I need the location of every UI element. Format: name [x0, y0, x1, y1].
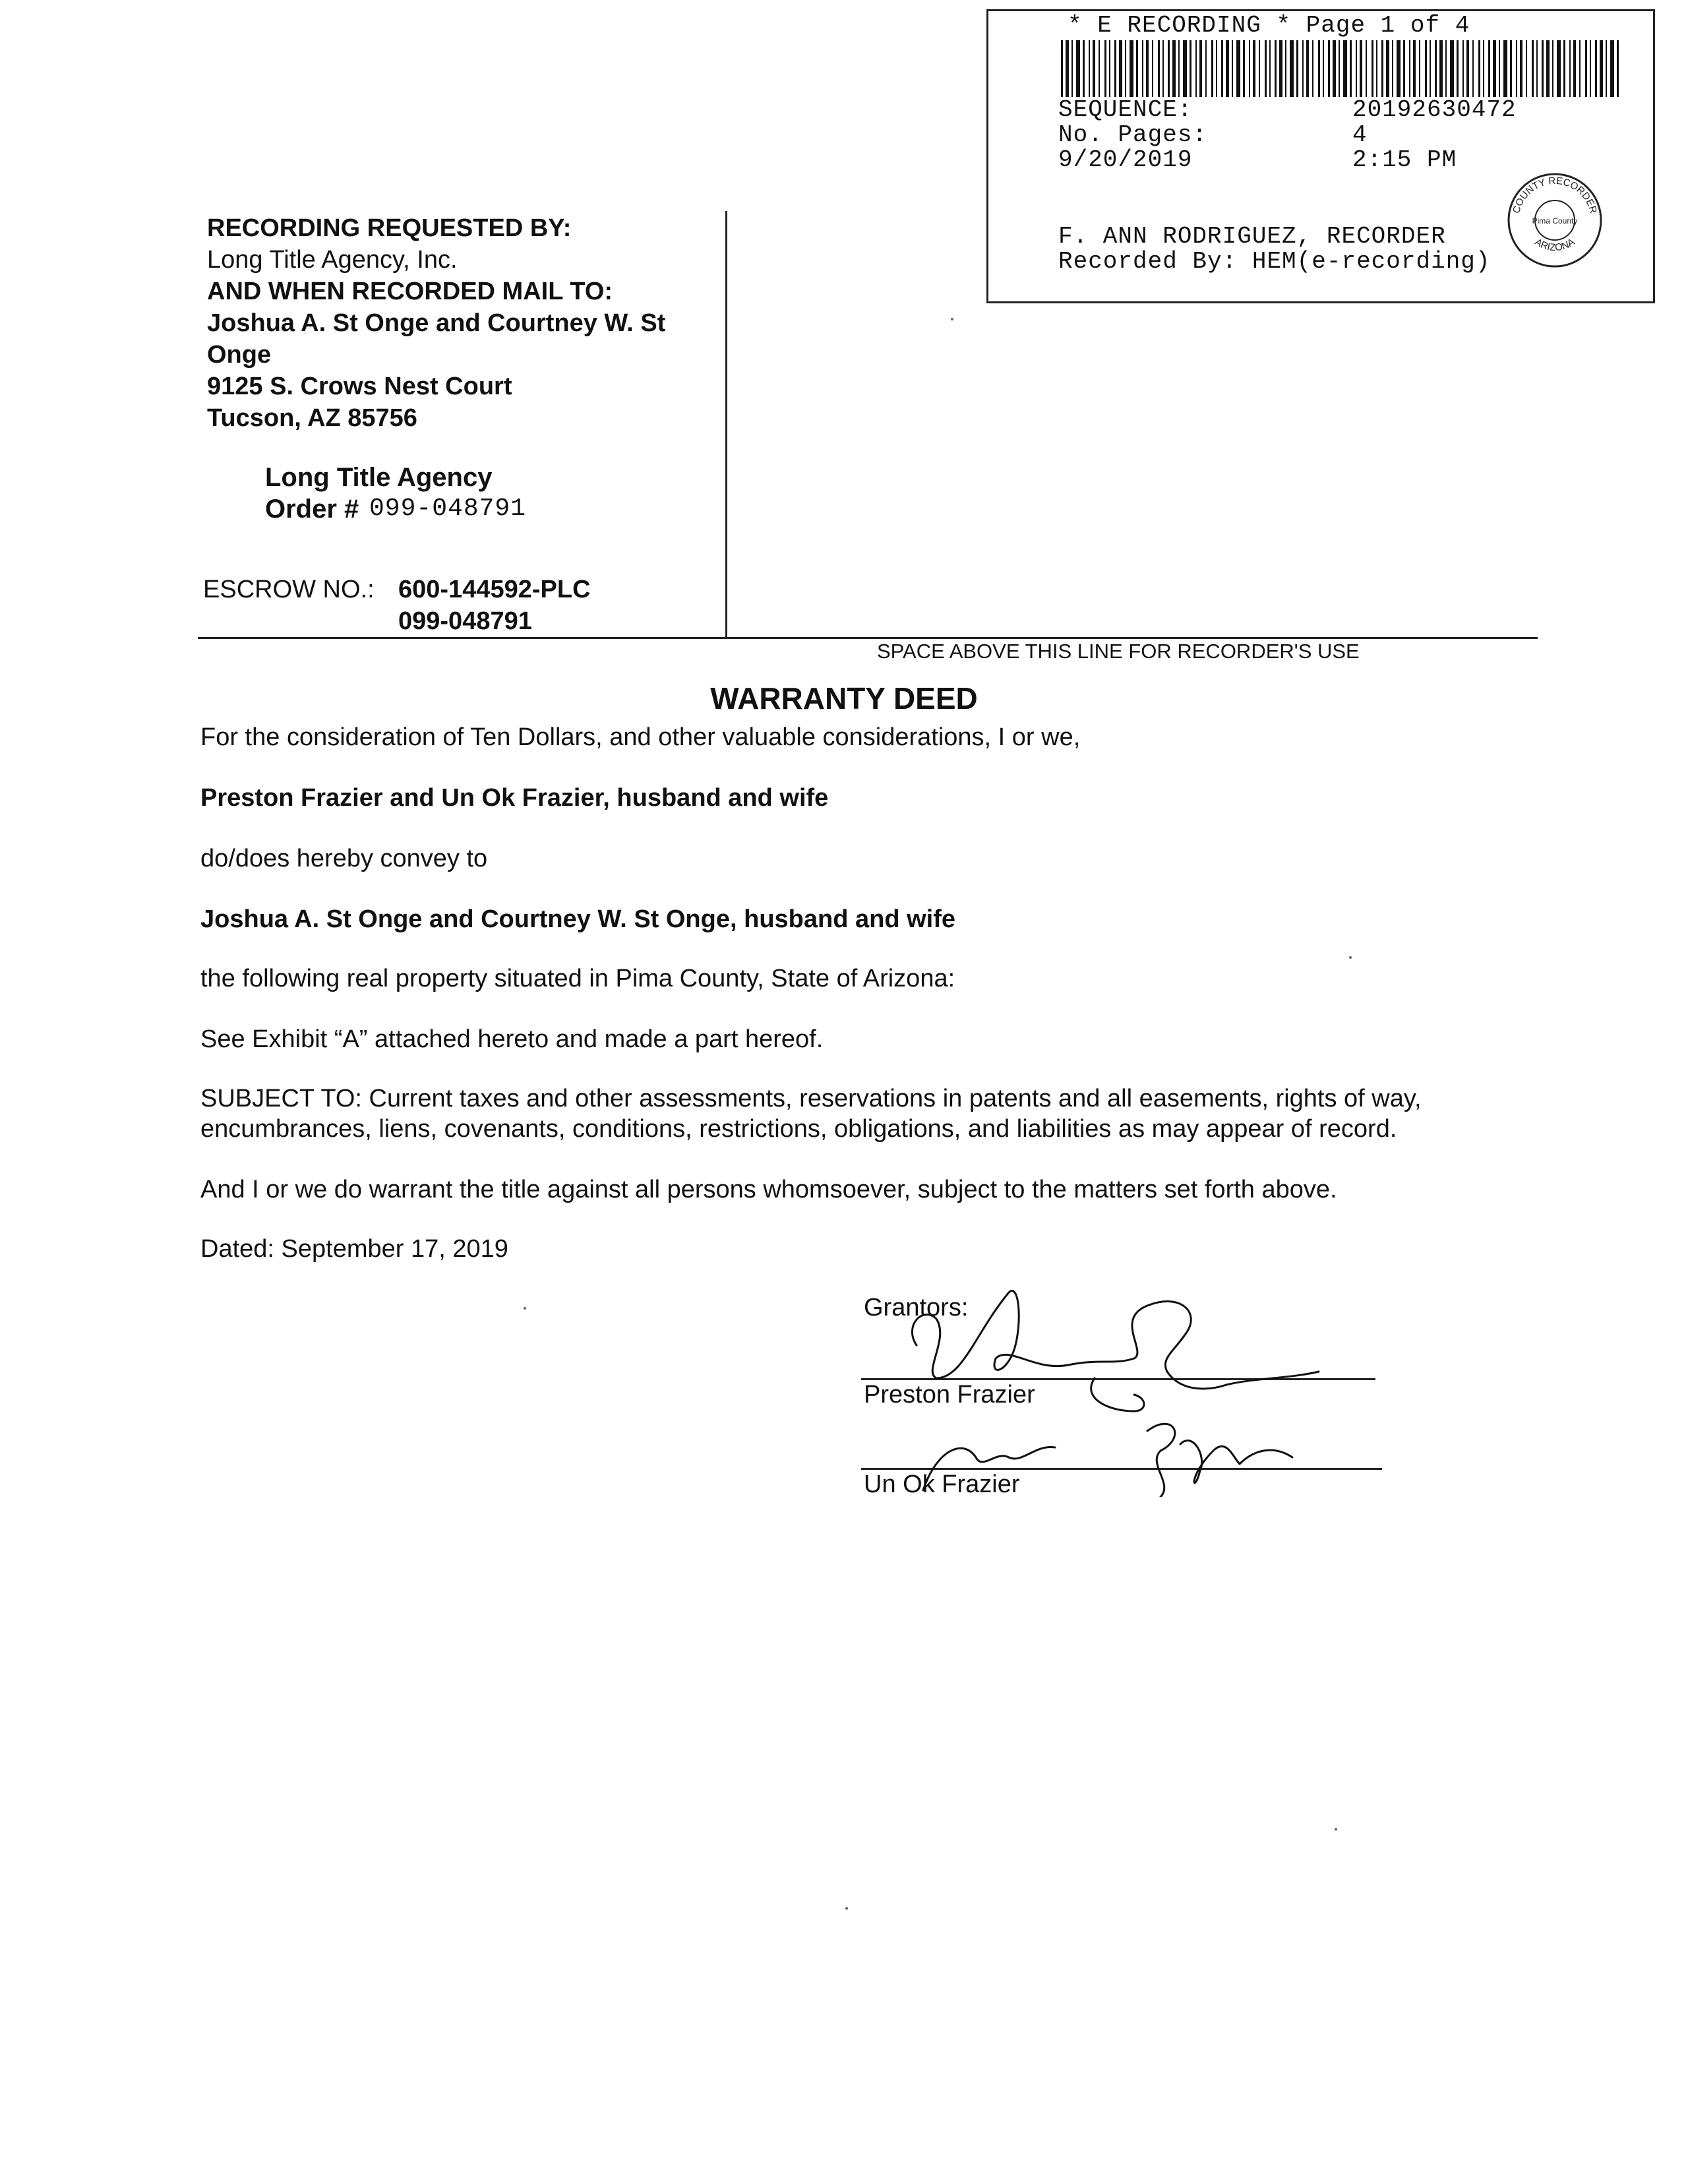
barcode-bar: [1546, 40, 1550, 97]
barcode-bar: [1285, 40, 1286, 97]
barcode-bar: [1606, 40, 1607, 97]
barcode-bar: [1409, 40, 1410, 97]
barcode-bar: [1076, 40, 1080, 97]
signature-preston-loop: [1091, 1378, 1144, 1411]
barcode-bar: [1269, 40, 1271, 97]
barcode-bar: [1595, 40, 1597, 97]
barcode-bar: [1249, 40, 1250, 97]
exhibit-text: See Exhibit “A” attached hereto and made a part hereof.: [200, 1025, 824, 1053]
barcode-bar: [1146, 40, 1149, 97]
barcode-bar: [1573, 40, 1576, 97]
subject-to-line2: encumbrances, liens, covenants, conditions, restrictions, obligations, and liabilities as may appear of record.: [200, 1115, 1397, 1143]
barcode-bar: [1381, 40, 1383, 97]
barcode-bar: [1296, 40, 1298, 97]
barcode-bar: [1472, 40, 1474, 97]
barcode-bar: [1205, 40, 1207, 97]
scan-speck: [524, 1307, 526, 1310]
barcode-bar: [1435, 40, 1437, 97]
barcode-bar: [1259, 40, 1260, 97]
barcode-bar: [1195, 40, 1197, 97]
signature-preston: [912, 1290, 1319, 1389]
barcode-bar: [1510, 40, 1512, 97]
subject-to-line1: SUBJECT TO: Current taxes and other assessments, reservations in patents and all easements, rights of way,: [200, 1085, 1422, 1112]
recorded-by: Recorded By: HEM(e-recording): [1058, 248, 1491, 275]
barcode-bar: [1590, 40, 1591, 97]
deed-title: WARRANTY DEED: [710, 681, 978, 715]
seal-bottom-text: ARIZONA: [1532, 236, 1577, 254]
barcode-bar: [1226, 40, 1229, 97]
barcode-bar: [1339, 40, 1340, 97]
barcode-bar: [1536, 40, 1538, 97]
barcode-bar: [1099, 40, 1100, 97]
barcode-bar: [1211, 40, 1213, 97]
barcode-bar: [1356, 40, 1357, 97]
barcode-bar: [1425, 40, 1427, 97]
barcode-bar: [1483, 40, 1484, 97]
barcode-bar: [1136, 40, 1138, 97]
stamp-header: * E RECORDING * Page 1 of 4: [1068, 12, 1470, 39]
barcode-bar: [1199, 40, 1202, 97]
grantors-names: Preston Frazier and Un Ok Frazier, husband and wife: [200, 784, 829, 812]
barcode-bar: [1403, 40, 1405, 97]
barcode-bar: [1376, 40, 1377, 97]
barcode-bar: [1178, 40, 1180, 97]
barcode-bar: [1066, 40, 1069, 97]
barcode-bar: [1221, 40, 1223, 97]
barcode-bar: [1216, 40, 1217, 97]
barcode-bar: [1318, 40, 1320, 97]
barcode-bar: [1413, 40, 1416, 97]
scan-speck: [951, 318, 953, 320]
barcode-bar: [1290, 40, 1294, 97]
mail-address2: Tucson, AZ 85756: [207, 404, 417, 432]
escrow-value2: 099-048791: [398, 607, 532, 635]
barcode-bar: [1093, 40, 1095, 97]
barcode-bar: [1557, 40, 1561, 97]
barcode-bar: [1462, 40, 1464, 97]
barcode-bar: [1532, 40, 1534, 97]
barcode-bar: [1360, 40, 1362, 97]
barcode-bar: [1600, 40, 1603, 97]
barcode-bar: [1493, 40, 1496, 97]
barcode-bar: [1312, 40, 1313, 97]
barcode-bar: [1323, 40, 1324, 97]
barcode-bar: [1279, 40, 1282, 97]
barcode-bar: [1450, 40, 1454, 97]
barcode-bar: [1119, 40, 1122, 97]
barcode-bar: [1439, 40, 1443, 97]
recorder-name: F. ANN RODRIGUEZ, RECORDER: [1058, 223, 1446, 250]
signature-unok: [923, 1424, 1292, 1497]
scan-speck: [845, 1907, 848, 1910]
escrow-label: ESCROW NO.:: [203, 576, 375, 603]
requested-by-label: RECORDING REQUESTED BY:: [207, 214, 572, 242]
barcode-bar: [1542, 40, 1544, 97]
recorder-use-note: SPACE ABOVE THIS LINE FOR RECORDER'S USE: [877, 640, 1360, 663]
property-text: the following real property situated in Pima County, State of Arizona:: [200, 965, 955, 992]
warranty-text: And I or we do warrant the title against all persons whomsoever, subject to the matters set forth above.: [200, 1176, 1337, 1203]
barcode-bar: [1419, 40, 1420, 97]
dated-text: Dated: September 17, 2019: [200, 1235, 508, 1263]
sequence-value: 20192630472: [1352, 96, 1517, 123]
barcode-bar: [1466, 40, 1469, 97]
barcode-bar: [1520, 40, 1522, 97]
requested-by: Long Title Agency, Inc.: [207, 246, 458, 274]
barcode-bar: [1488, 40, 1490, 97]
barcode-bar: [1563, 40, 1565, 97]
barcode-bar: [1158, 40, 1160, 97]
barcode-bar: [1392, 40, 1393, 97]
barcode-bar: [1552, 40, 1553, 97]
recorder-divider-horizontal: [198, 637, 1538, 639]
barcode-bar: [1104, 40, 1106, 97]
pages-value: 4: [1352, 121, 1368, 148]
barcode-bar: [1142, 40, 1143, 97]
agency-stamp-order-label: Order #: [265, 495, 359, 524]
barcode-bar: [1610, 40, 1614, 97]
barcode-icon: [1061, 40, 1621, 97]
barcode-bar: [1386, 40, 1389, 97]
barcode-bar: [1083, 40, 1085, 97]
pages-label: No. Pages:: [1058, 121, 1208, 148]
barcode-bar: [1109, 40, 1110, 97]
record-time: 2:15 PM: [1352, 146, 1457, 173]
barcode-bar: [1168, 40, 1170, 97]
recorder-divider-vertical: [725, 211, 727, 638]
barcode-bar: [1397, 40, 1401, 97]
barcode-bar: [1333, 40, 1336, 97]
mail-address1: 9125 S. Crows Nest Court: [207, 373, 512, 400]
scan-speck: [1349, 956, 1352, 959]
grantees-names: Joshua A. St Onge and Courtney W. St Onge, husband and wife: [200, 905, 956, 933]
record-date: 9/20/2019: [1058, 146, 1193, 173]
barcode-bar: [1236, 40, 1240, 97]
barcode-bar: [1526, 40, 1527, 97]
barcode-bar: [1328, 40, 1330, 97]
barcode-bar: [1265, 40, 1267, 97]
barcode-bar: [1372, 40, 1373, 97]
barcode-bar: [1343, 40, 1347, 97]
barcode-bar: [1243, 40, 1245, 97]
barcode-bar: [1089, 40, 1090, 97]
grantors-label: Grantors:: [864, 1294, 969, 1321]
barcode-bar: [1499, 40, 1500, 97]
agency-stamp-order-value: 099-048791: [369, 495, 527, 523]
barcode-bar: [1275, 40, 1277, 97]
mail-to-line1: Joshua A. St Onge and Courtney W. St: [207, 309, 666, 337]
barcode-bar: [1503, 40, 1507, 97]
barcode-bar: [1366, 40, 1367, 97]
barcode-bar: [1478, 40, 1480, 97]
barcode-bar: [1579, 40, 1581, 97]
barcode-bar: [1569, 40, 1571, 97]
mail-to-label: AND WHEN RECORDED MAIL TO:: [207, 278, 613, 305]
barcode-bar: [1172, 40, 1176, 97]
barcode-bar: [1114, 40, 1116, 97]
barcode-bar: [1190, 40, 1191, 97]
recording-stamp: [986, 9, 1655, 303]
barcode-bar: [1585, 40, 1587, 97]
handwritten-signatures: [897, 1279, 1372, 1497]
agency-stamp-title: Long Title Agency: [265, 463, 493, 492]
consideration-text: For the consideration of Ten Dollars, and other valuable considerations, I or we,: [200, 723, 1081, 751]
seal-center-text: Pima County: [1532, 216, 1578, 226]
barcode-bar: [1306, 40, 1309, 97]
barcode-bar: [1516, 40, 1517, 97]
barcode-bar: [1152, 40, 1153, 97]
barcode-bar: [1617, 40, 1619, 97]
barcode-bar: [1430, 40, 1431, 97]
barcode-bar: [1302, 40, 1304, 97]
signer-1-name: Preston Frazier: [864, 1381, 1035, 1409]
sequence-label: SEQUENCE:: [1058, 96, 1193, 123]
convey-text: do/does hereby convey to: [200, 845, 488, 872]
barcode-bar: [1061, 40, 1063, 97]
barcode-bar: [1253, 40, 1255, 97]
barcode-bar: [1130, 40, 1133, 97]
barcode-bar: [1232, 40, 1233, 97]
county-seal-icon: [1505, 171, 1604, 270]
signer-2-name: Un Ok Frazier: [864, 1471, 1020, 1498]
barcode-bar: [1125, 40, 1126, 97]
barcode-bar: [1183, 40, 1187, 97]
barcode-bar: [1445, 40, 1447, 97]
barcode-bar: [1350, 40, 1352, 97]
barcode-bar: [1162, 40, 1164, 97]
mail-to-line2: Onge: [207, 341, 272, 369]
barcode-bar: [1457, 40, 1459, 97]
scan-speck: [1335, 1828, 1337, 1831]
escrow-value1: 600-144592-PLC: [398, 576, 591, 603]
seal-top-text: COUNTY RECORDER: [1511, 175, 1599, 215]
barcode-bar: [1071, 40, 1073, 97]
